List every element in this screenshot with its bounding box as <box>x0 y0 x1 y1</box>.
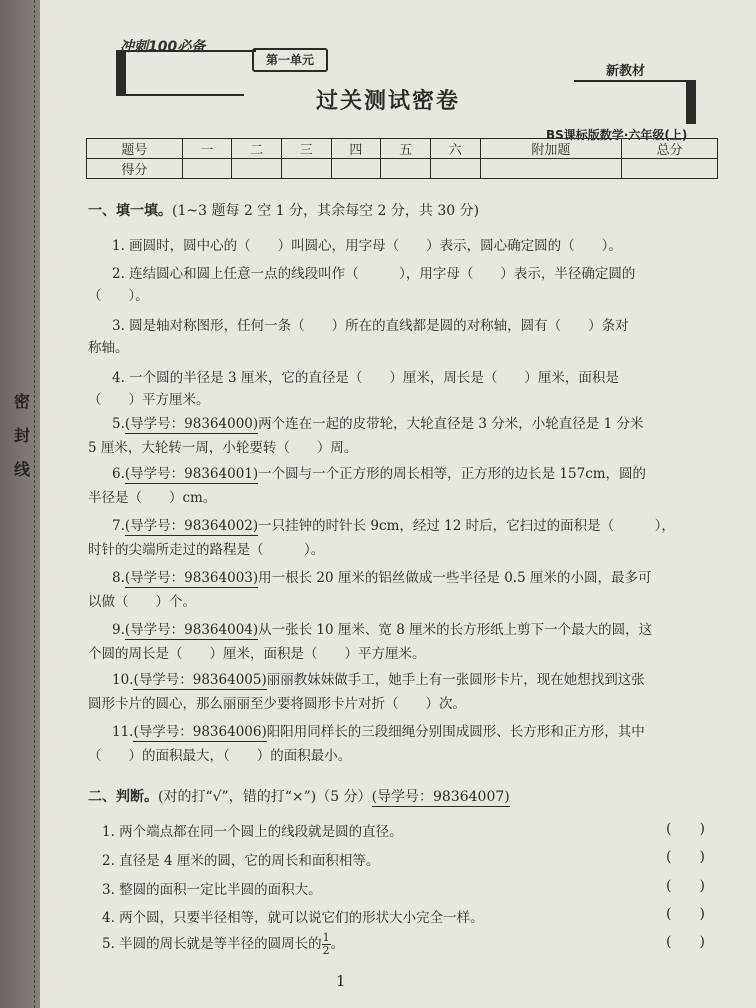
question-10-number: 10. <box>112 672 134 688</box>
question-9-text: 从一张长 10 厘米、宽 8 厘米的长方形纸上剪下一个最大的圆，这 <box>258 622 653 638</box>
question-3-line-2: 称轴。 <box>88 340 129 356</box>
seal-line <box>4 0 35 1008</box>
binding-margin <box>0 0 40 1008</box>
col-header-bonus: 附加题 <box>480 139 622 159</box>
question-6-number: 6. <box>112 466 125 482</box>
question-6-text: 一个圆与一个正方形的周长相等，正方形的边长是 157cm，圆的 <box>258 466 647 482</box>
question-11-number: 11. <box>112 724 134 740</box>
judge-item-5-text: 5. 半圆的周长就是等半径的圆周长的 <box>102 936 322 952</box>
header-rule-left <box>126 94 244 96</box>
question-10-line-2: 圆形卡片的圆心，那么丽丽至少要将圆形卡片对折（ ）次。 <box>88 696 466 712</box>
score-cell[interactable] <box>480 159 622 179</box>
score-cell[interactable] <box>430 159 480 179</box>
judge-item-5 <box>102 932 344 957</box>
col-header-3: 三 <box>281 139 331 159</box>
score-table-score-row <box>87 159 718 179</box>
score-table <box>86 138 718 179</box>
grade-label: BS课标版数学·六年级(上) <box>546 128 688 142</box>
brand-label: 冲刺100必备 <box>120 39 206 55</box>
guide-number: (导学号：98364005) <box>133 672 267 688</box>
judge-item-1: 1. 两个端点都在同一个圆上的线段就是圆的直径。 <box>102 824 403 840</box>
col-header-2: 二 <box>232 139 282 159</box>
question-7-line-2: 时针的尖端所走过的路程是（ ）。 <box>88 542 325 558</box>
score-cell[interactable] <box>281 159 331 179</box>
question-5-line-2: 5 厘米，大轮转一周，小轮要转（ ）周。 <box>88 440 358 456</box>
question-10-line-1 <box>112 668 645 688</box>
question-8-number: 8. <box>112 570 125 586</box>
answer-blank[interactable]: ( ) <box>666 906 705 922</box>
judge-item-4: 4. 两个圆，只要半径相等，就可以说它们的形状大小完全一样。 <box>102 910 484 926</box>
section2-title: 二、判断。 <box>88 789 158 805</box>
question-11-line-2: （ ）的面积最大，（ ）的面积最小。 <box>88 748 352 764</box>
fraction-one-half <box>322 932 331 957</box>
page-number: 1 <box>336 972 346 990</box>
guide-number: (导学号：98364002) <box>124 518 259 534</box>
judge-item-3: 3. 整圆的面积一定比半圆的面积大。 <box>102 882 322 898</box>
guide-number: (导学号：98364000) <box>124 416 259 432</box>
question-11-text: 阳阳用同样长的三段细绳分别围成圆形、长方形和正方形，其中 <box>266 724 645 740</box>
score-cell[interactable] <box>232 159 282 179</box>
guide-number: (导学号：98364007) <box>371 789 510 805</box>
score-table-header-row <box>87 139 718 159</box>
section1-heading <box>88 200 479 220</box>
score-cell[interactable] <box>182 159 232 179</box>
question-8-text: 用一根长 20 厘米的铝丝做成一些半径是 0.5 厘米的小圆，最多可 <box>258 570 652 586</box>
question-5-text: 两个连在一起的皮带轮，大轮直径是 3 分米，小轮直径是 1 分米 <box>258 416 644 432</box>
question-2-line-2: （ ）。 <box>88 288 149 304</box>
section1-subtitle: (1~3 题每 2 空 1 分，其余每空 2 分，共 30 分) <box>172 203 480 219</box>
col-header-1: 一 <box>182 139 232 159</box>
section1-title: 一、填一填。 <box>88 203 172 219</box>
seal-line-label: 密封线 <box>13 392 30 479</box>
answer-blank[interactable]: ( ) <box>666 878 705 894</box>
row-label-question-no: 题号 <box>87 139 183 159</box>
answer-blank[interactable]: ( ) <box>666 934 705 950</box>
question-1: 1. 画圆时，圆中心的（ ）叫圆心，用字母（ ）表示，圆心确定圆的（ ）。 <box>112 238 622 254</box>
score-cell[interactable] <box>381 159 431 179</box>
question-9-number: 9. <box>112 622 125 638</box>
judge-item-2: 2. 直径是 4 厘米的圆，它的周长和面积相等。 <box>102 853 380 869</box>
col-header-total: 总分 <box>622 139 718 159</box>
question-6-line-1 <box>112 462 646 482</box>
question-5-line-1 <box>112 412 643 432</box>
col-header-4: 四 <box>331 139 381 159</box>
col-header-5: 五 <box>381 139 431 159</box>
section2-subtitle: (对的打“√”，错的打“×”)（5 分） <box>158 789 372 805</box>
guide-number: (导学号：98364004) <box>124 622 259 638</box>
score-cell[interactable] <box>622 159 718 179</box>
col-header-6: 六 <box>430 139 480 159</box>
unit-badge: 第一单元 <box>252 48 328 72</box>
answer-blank[interactable]: ( ) <box>666 849 705 865</box>
question-8-line-2: 以做（ ）个。 <box>88 594 196 610</box>
question-6-line-2: 半径是（ ）cm。 <box>88 490 217 506</box>
judge-item-5-end: 。 <box>330 936 345 952</box>
question-7-line-1 <box>112 514 675 534</box>
question-9-line-1 <box>112 618 652 638</box>
guide-number: (导学号：98364001) <box>124 466 259 482</box>
question-2-line-1: 2. 连结圆心和圆上任意一点的线段叫作（ ），用字母（ ）表示，半径确定圆的 <box>112 266 636 282</box>
fraction-numerator: 1 <box>322 931 330 944</box>
question-11-line-1 <box>112 720 645 740</box>
edition-label: 新教材 <box>606 64 646 79</box>
question-4-line-2: （ ）平方厘米。 <box>88 392 210 408</box>
header-frame-left <box>116 50 256 96</box>
score-cell[interactable] <box>331 159 381 179</box>
section2-heading <box>88 786 510 806</box>
question-4-line-1: 4. 一个圆的半径是 3 厘米，它的直径是（ ）厘米，周长是（ ）厘米，面积是 <box>112 370 619 386</box>
row-label-score: 得分 <box>87 159 183 179</box>
question-10-text: 丽丽教妹妹做手工，她手上有一张圆形卡片，现在她想找到这张 <box>266 672 645 688</box>
question-7-number: 7. <box>112 518 125 534</box>
fraction-denominator: 2 <box>322 944 330 957</box>
question-9-line-2: 个圆的周长是（ ）厘米，面积是（ ）平方厘米。 <box>88 646 426 662</box>
question-5-number: 5. <box>112 416 125 432</box>
page-title: 过关测试密卷 <box>316 88 461 114</box>
answer-blank[interactable]: ( ) <box>666 821 705 837</box>
question-7-text: 一只挂钟的时针长 9cm，经过 12 时后，它扫过的面积是（ ）， <box>258 518 675 534</box>
guide-number: (导学号：98364003) <box>124 570 259 586</box>
header-frame-right <box>574 80 696 124</box>
guide-number: (导学号：98364006) <box>133 724 267 740</box>
question-3-line-1: 3. 圆是轴对称图形，任何一条（ ）所在的直线都是圆的对称轴，圆有（ ）条对 <box>112 318 629 334</box>
question-8-line-1 <box>112 566 651 586</box>
